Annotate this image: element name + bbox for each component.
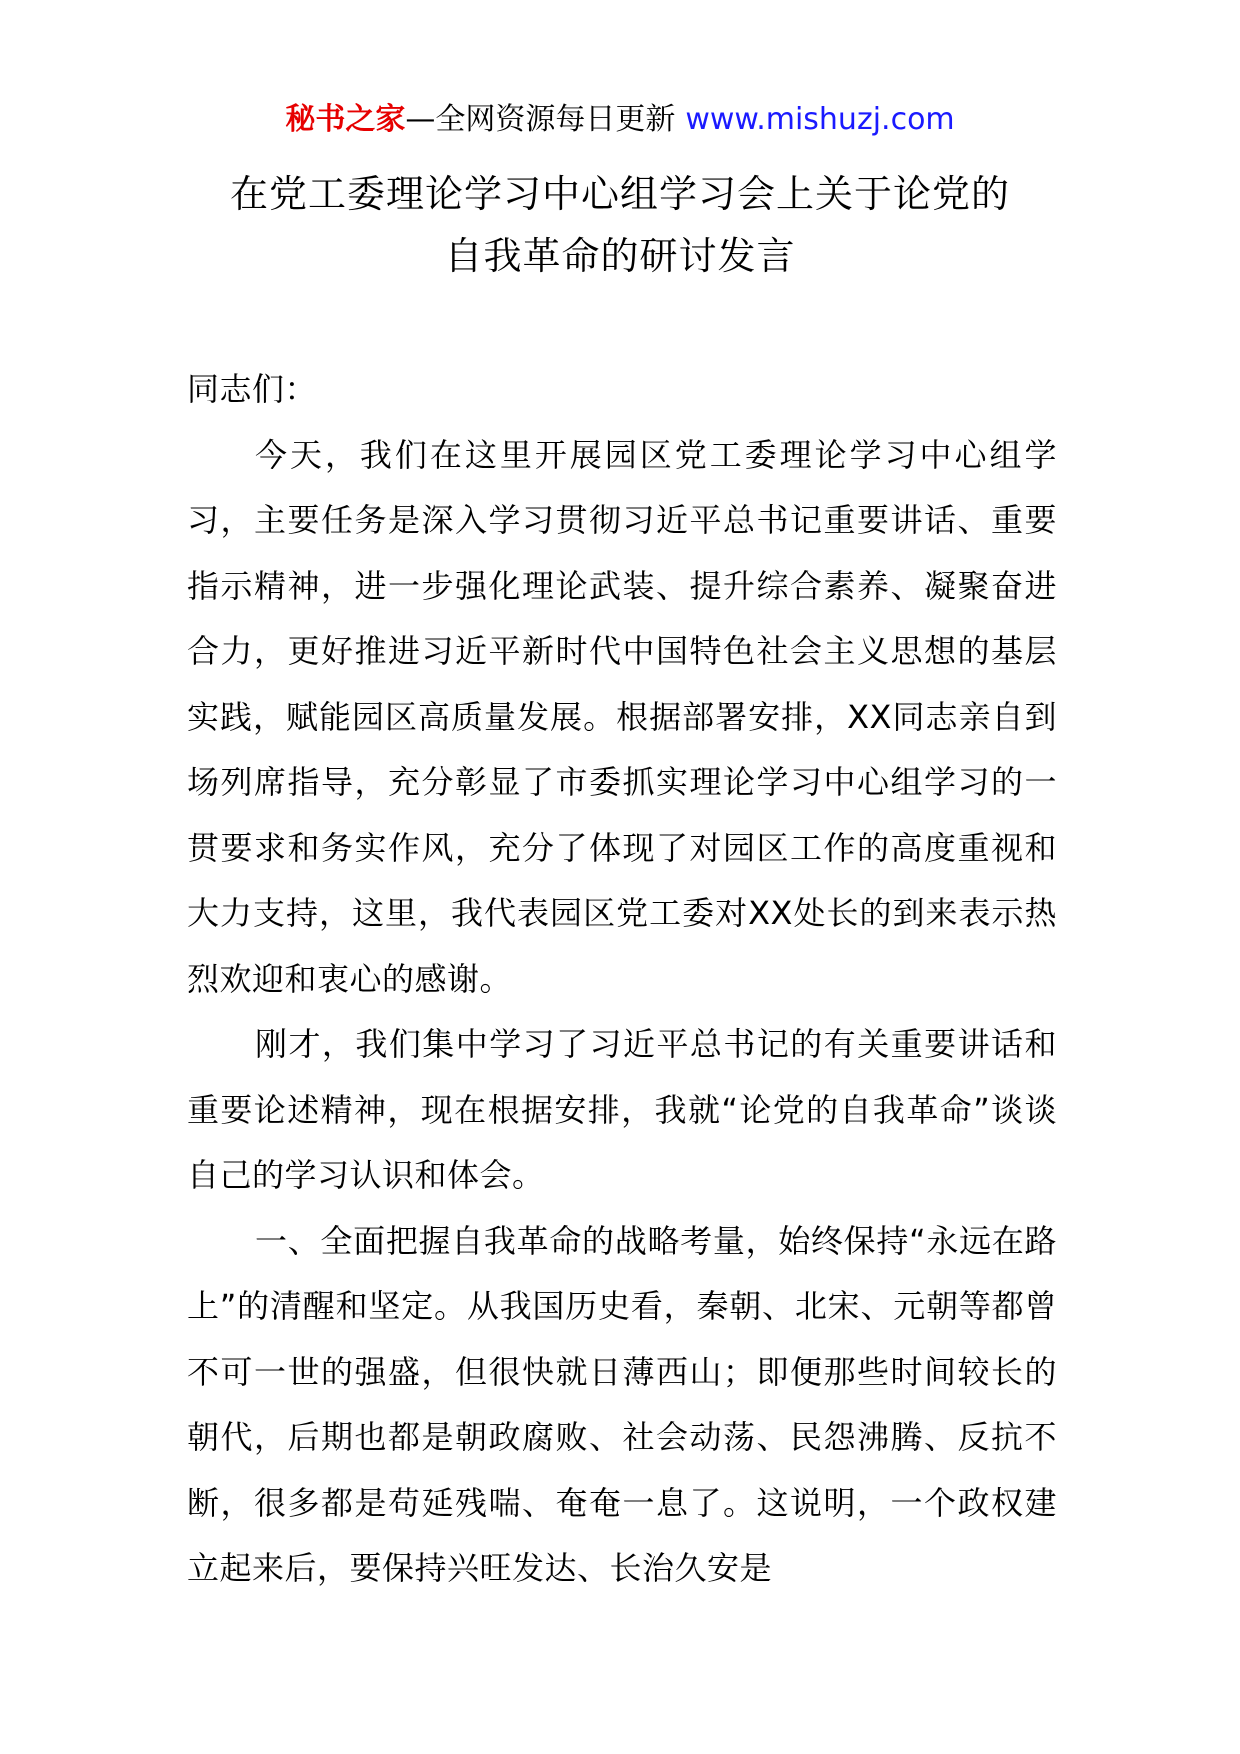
paragraph-section-one: 一、全面把握自我革命的战略考量，始终保持“永远在路上”的清醒和坚定。从我国历史看，秦朝、北宋、元朝等都曾不可一世的强盛，但很快就日薄西山；即便那些时间较长的朝代，后期也都是朝政腐败、社会动荡、民怨沸腾、反抗不断，很多都是苟延残喘、奄奄一息了。这说明，一个政权建立起来后，要保持兴旺发达、长治久安是 bbox=[187, 1221, 1057, 1587]
document-title-line-2: 自我革命的研讨发言 bbox=[444, 234, 796, 278]
paragraph-intro: 刚才，我们集中学习了习近平总书记的有关重要讲话和重要论述精神，现在根据安排，我就“论党的自我革命”谈谈自己的学习认识和体会。 bbox=[187, 1025, 1057, 1194]
document-title-line-1: 在党工委理论学习中心组学习会上关于论党的 bbox=[229, 172, 1010, 216]
header-banner bbox=[0, 100, 1240, 140]
header-tagline: —全网资源每日更新 bbox=[405, 102, 676, 137]
document-body bbox=[187, 357, 1057, 1602]
salutation: 同志们： bbox=[187, 370, 318, 408]
document-title bbox=[150, 163, 1090, 287]
site-url-link[interactable]: www.mishuzj.com bbox=[685, 102, 955, 137]
paragraph-opening: 今天，我们在这里开展园区党工委理论学习中心组学习，主要任务是深入学习贯彻习近平总书记重要讲话、重要指示精神，进一步强化理论武装、提升综合素养、凝聚奋进合力，更好推进习近平新时代中国特色社会主义思想的基层实践，赋能园区高质量发展。根据部署安排，XX同志亲自到场列席指导，充分彰显了市委抓实理论学习中心组学习的一贯要求和务实作风，充分了体现了对园区工作的高度重视和大力支持，这里，我代表园区党工委对XX处长的到来表示热烈欢迎和衷心的感谢。 bbox=[187, 435, 1057, 998]
brand-name: 秘书之家 bbox=[285, 102, 406, 137]
